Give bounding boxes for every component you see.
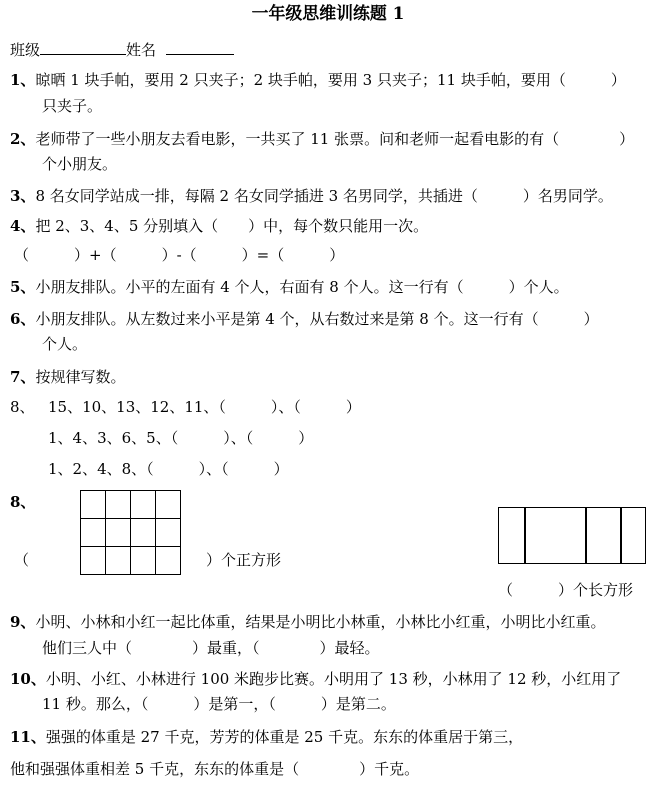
- sequence-2: 1、4、3、6、5、（ ）、（ ）: [48, 429, 314, 447]
- square-open-paren: （: [14, 551, 30, 569]
- question-text: 小明、小林和小红一起比体重，结果是小明比小林重，小林比小红重，小明比小红重。: [35, 613, 606, 631]
- question-text: 小明、小红、小林进行 100 米跑步比赛。小明用了 13 秒，小林用了 12 秒，小红用了: [45, 670, 622, 688]
- class-blank[interactable]: [40, 38, 126, 55]
- header-row: [10, 38, 234, 60]
- question-number: 7、: [10, 368, 36, 386]
- rect-divider: [585, 507, 587, 564]
- question-text: 8 名女同学站成一排，每隔 2 名女同学插进 3 名男同学，共插进（ ）名男同学。: [35, 187, 613, 205]
- sequence-3: 1、2、4、8、（ ）、（ ）: [48, 460, 289, 478]
- rectangle-figure: [498, 507, 646, 564]
- question-text: 小朋友排队。从左数过来小平是第 4 个，从右数过来是第 8 个。这一行有（ ）: [35, 310, 599, 328]
- question-7: [10, 367, 125, 387]
- rectangle-count-label: （ ）个长方形: [498, 581, 634, 599]
- question-2: [10, 129, 634, 149]
- question-6-cont: 个人。: [42, 335, 88, 353]
- question-text: 按规律写数。: [35, 368, 126, 386]
- sequence-1: 15、10、13、12、11、（ ）、（ ）: [48, 398, 361, 416]
- question-number: 11、: [10, 728, 46, 746]
- question-2-cont: 个小朋友。: [42, 155, 118, 173]
- question-11-cont: 他和强强体重相差 5 千克，东东的体重是（ ）千克。: [10, 760, 420, 778]
- question-9-cont: 他们三人中（ ）最重，（ ）最轻。: [42, 639, 380, 657]
- question-number: 4、: [10, 217, 36, 235]
- question-number: 5、: [10, 278, 36, 296]
- name-label: 姓名: [126, 41, 157, 59]
- question-number: 10、: [10, 670, 46, 688]
- question-number: 9、: [10, 613, 36, 631]
- class-label: 班级: [10, 41, 41, 59]
- question-4-equation: （ ）+（ ）-（ ）=（ ）: [14, 246, 345, 264]
- question-8-number: 8、: [10, 398, 35, 416]
- question-text: 小朋友排队。小平的左面有 4 个人，右面有 8 个人。这一行有（ ）个人。: [35, 278, 569, 296]
- question-number: 2、: [10, 130, 36, 148]
- square-grid: [80, 490, 181, 575]
- question-text: 强强的体重是 27 千克，芳芳的体重是 25 千克。东东的体重居于第三，: [45, 728, 524, 746]
- page-title: 一年级思维训练题 1: [251, 4, 405, 24]
- question-number: 3、: [10, 187, 36, 205]
- question-5: [10, 277, 569, 297]
- question-8b-number: 8、: [10, 493, 36, 511]
- rect-divider: [524, 507, 526, 564]
- question-number: 1、: [10, 71, 36, 89]
- question-number: 6、: [10, 310, 36, 328]
- question-10-cont: 11 秒。那么，（ ）是第一，（ ）是第二。: [42, 695, 396, 713]
- question-4: [10, 216, 428, 236]
- question-text: 老师带了一些小朋友去看电影，一共买了 11 张票。问和老师一起看电影的有（ ）: [35, 130, 635, 148]
- question-text: 把 2、3、4、5 分别填入（ ）中，每个数只能用一次。: [35, 217, 429, 235]
- question-text: 晾晒 1 块手帕，要用 2 只夹子；2 块手帕，要用 3 只夹子；11 块手帕，要用（ ）: [35, 71, 626, 89]
- rect-divider: [620, 507, 622, 564]
- question-11: [10, 727, 523, 747]
- question-10: [10, 669, 621, 689]
- question-3: [10, 186, 613, 206]
- question-6: [10, 309, 599, 329]
- question-9: [10, 612, 605, 632]
- question-1: [10, 70, 626, 90]
- name-blank[interactable]: [166, 38, 234, 55]
- question-1-cont: 只夹子。: [42, 97, 103, 115]
- square-count-label: ）个正方形: [206, 551, 282, 569]
